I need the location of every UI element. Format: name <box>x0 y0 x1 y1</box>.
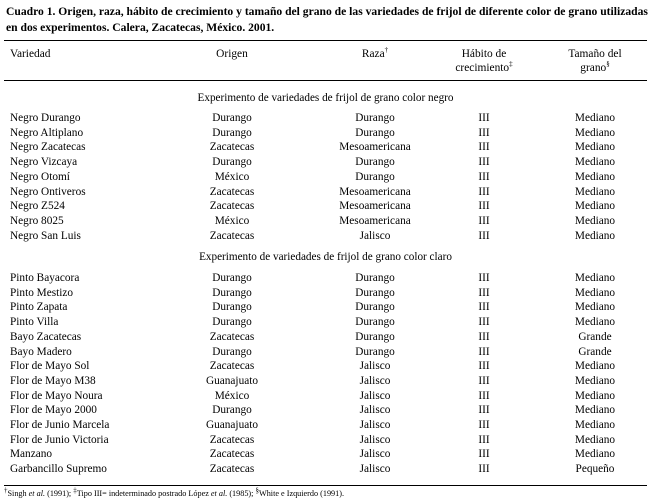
cell-raza: Jalisco <box>359 360 391 373</box>
cell-habito: III <box>478 374 490 387</box>
cell-variedad: Flor de Junio Victoria <box>10 433 109 446</box>
cell-origen: Zacatecas <box>209 360 255 373</box>
table-row <box>0 111 650 126</box>
cell-habito: III <box>478 200 490 213</box>
footnote: †Singh et al. (1991); ‡Tipo III= indeterminado postrado López et al. (1985); §White e Izquierdo (1991). <box>4 486 345 498</box>
cell-habito: III <box>478 330 490 343</box>
table-row <box>0 374 650 389</box>
cell-variedad: Pinto Villa <box>10 316 59 329</box>
table-row <box>0 140 650 155</box>
cell-variedad: Negro Vizcaya <box>10 156 78 169</box>
cell-origen: Durango <box>212 272 252 284</box>
cell-tamano: Mediano <box>574 389 616 402</box>
cell-tamano: Mediano <box>574 170 616 183</box>
cell-habito: III <box>478 141 490 154</box>
cell-origen: Durango <box>212 126 252 139</box>
cell-origen: Zacatecas <box>209 463 255 476</box>
cell-origen: Zacatecas <box>209 433 255 446</box>
header-origen: Origen <box>216 48 248 60</box>
cell-raza: Durango <box>355 330 395 343</box>
table-row <box>0 155 650 170</box>
table-caption: Cuadro 1. Origen, raza, hábito de crecimiento y tamaño del grano de las variedades de frijol de diferente color de grano utilizadas en dos experimentos. Calera, Zacatecas, México. 2001. <box>6 5 648 34</box>
cell-origen: México <box>214 389 250 402</box>
cell-tamano: Grande <box>578 330 612 343</box>
section-title-negro: Experimento de variedades de frijol de grano color negro <box>197 92 454 104</box>
cell-raza: Jalisco <box>359 229 391 242</box>
cell-raza: Durango <box>355 301 395 314</box>
table-row <box>0 433 650 448</box>
cell-variedad: Negro San Luis <box>10 229 81 242</box>
cell-variedad: Pinto Zapata <box>10 301 68 314</box>
cell-tamano: Pequeño <box>575 463 615 476</box>
cell-habito: III <box>478 389 490 402</box>
cell-variedad: Flor de Mayo M38 <box>10 374 96 387</box>
cell-habito: III <box>478 448 490 461</box>
cell-tamano: Mediano <box>574 156 616 169</box>
cell-habito: III <box>478 286 490 299</box>
cell-raza: Durango <box>355 272 395 284</box>
cell-tamano: Mediano <box>574 112 616 124</box>
cell-raza: Jalisco <box>359 463 391 476</box>
cell-variedad: Negro Durango <box>10 112 81 124</box>
cell-habito: III <box>478 463 490 476</box>
cell-habito: III <box>478 345 490 358</box>
table-row <box>0 185 650 200</box>
cell-habito: III <box>478 316 490 329</box>
table-row <box>0 286 650 301</box>
cell-variedad: Flor de Junio Marcela <box>10 419 110 431</box>
cell-tamano: Mediano <box>574 286 616 299</box>
table-row <box>0 300 650 315</box>
cell-origen: Guanajuato <box>205 419 259 431</box>
cell-variedad: Negro 8025 <box>10 214 64 227</box>
cell-tamano: Mediano <box>574 433 616 446</box>
cell-tamano: Mediano <box>574 229 616 242</box>
cell-origen: México <box>214 214 250 227</box>
cell-raza: Durango <box>355 170 395 183</box>
table-row <box>0 418 650 433</box>
cell-raza: Durango <box>355 126 395 139</box>
cell-raza: Jalisco <box>359 433 391 446</box>
cell-variedad: Manzano <box>10 448 53 461</box>
cell-habito: III <box>478 360 490 373</box>
cell-variedad: Negro Ontiveros <box>10 185 86 198</box>
cell-habito: III <box>478 185 490 198</box>
cell-tamano: Mediano <box>574 200 616 213</box>
cell-raza: Jalisco <box>359 419 391 431</box>
cell-raza: Jalisco <box>359 448 391 461</box>
header-rule <box>4 80 647 81</box>
cell-origen: Durango <box>212 286 252 299</box>
footnote-mark-double-dagger: ‡ <box>509 60 513 69</box>
cell-origen: Zacatecas <box>209 185 255 198</box>
bottom-rule <box>4 485 647 486</box>
cell-raza: Mesoamericana <box>339 141 411 154</box>
cell-habito: III <box>478 272 490 284</box>
table-row <box>0 315 650 330</box>
cell-origen: Durango <box>212 404 252 417</box>
cell-habito: III <box>478 170 490 183</box>
table-row <box>0 170 650 185</box>
table-row <box>0 214 650 229</box>
cell-variedad: Bayo Madero <box>10 345 72 358</box>
table-row <box>0 345 650 360</box>
cell-origen: Zacatecas <box>209 330 255 343</box>
cell-tamano: Mediano <box>574 214 616 227</box>
cell-habito: III <box>478 214 490 227</box>
cell-variedad: Negro Zacatecas <box>10 141 86 154</box>
cell-variedad: Negro Otomí <box>10 170 70 183</box>
cell-raza: Jalisco <box>359 389 391 402</box>
cell-raza: Jalisco <box>359 374 391 387</box>
cell-habito: III <box>478 126 490 139</box>
cell-habito: III <box>478 112 490 124</box>
header-raza: Raza† <box>361 46 389 60</box>
header-tamano: Tamaño del grano§ <box>568 48 622 74</box>
cell-tamano: Grande <box>578 345 612 358</box>
cell-variedad: Pinto Mestizo <box>10 286 74 299</box>
cell-variedad: Flor de Mayo Sol <box>10 360 90 373</box>
cell-tamano: Mediano <box>574 360 616 373</box>
cell-tamano: Mediano <box>574 141 616 154</box>
cell-origen: Durango <box>212 156 252 169</box>
cell-tamano: Mediano <box>574 404 616 417</box>
cell-tamano: Mediano <box>574 301 616 314</box>
cell-habito: III <box>478 433 490 446</box>
cell-tamano: Mediano <box>574 185 616 198</box>
cell-tamano: Mediano <box>574 126 616 139</box>
cell-origen: México <box>214 170 250 183</box>
header-variedad: Variedad <box>10 48 51 60</box>
cell-origen: Durango <box>212 112 252 124</box>
cell-origen: Durango <box>212 345 252 358</box>
header-habito: Hábito de crecimiento‡ <box>455 48 513 74</box>
cell-raza: Durango <box>355 316 395 329</box>
cell-variedad: Negro Z524 <box>10 200 65 213</box>
cell-raza: Mesoamericana <box>339 185 411 198</box>
cell-habito: III <box>478 419 490 431</box>
footnote-mark-dagger: † <box>384 46 389 55</box>
cell-raza: Mesoamericana <box>339 200 411 213</box>
table-row <box>0 271 650 286</box>
cell-variedad: Bayo Zacatecas <box>10 330 82 343</box>
cell-tamano: Mediano <box>574 419 616 431</box>
cell-origen: Zacatecas <box>209 141 255 154</box>
table-row <box>0 447 650 462</box>
table-row <box>0 330 650 345</box>
cell-variedad: Garbancillo Supremo <box>10 463 107 476</box>
table-row <box>0 389 650 404</box>
cell-variedad: Negro Altiplano <box>10 126 84 139</box>
cell-origen: Zacatecas <box>209 448 255 461</box>
cell-raza: Durango <box>355 345 395 358</box>
cell-tamano: Mediano <box>574 374 616 387</box>
cell-tamano: Mediano <box>574 316 616 329</box>
table-row <box>0 126 650 141</box>
cell-tamano: Mediano <box>574 448 616 461</box>
cell-origen: Zacatecas <box>209 200 255 213</box>
cell-raza: Jalisco <box>359 404 391 417</box>
cell-raza: Durango <box>355 286 395 299</box>
cell-origen: Zacatecas <box>209 229 255 242</box>
cell-variedad: Pinto Bayacora <box>10 272 80 284</box>
table-row <box>0 359 650 374</box>
cell-habito: III <box>478 301 490 314</box>
cell-variedad: Flor de Mayo 2000 <box>10 404 97 417</box>
cell-habito: III <box>478 156 490 169</box>
cell-origen: Guanajuato <box>205 374 259 387</box>
cell-origen: Durango <box>212 316 252 329</box>
table-row <box>0 229 650 244</box>
table-row <box>0 403 650 418</box>
section-title-claro: Experimento de variedades de frijol de grano color claro <box>199 251 452 263</box>
table-row <box>0 199 650 214</box>
cell-variedad: Flor de Mayo Noura <box>10 389 103 402</box>
table-row <box>0 462 650 477</box>
footnote-mark-section: § <box>606 60 610 69</box>
top-rule <box>4 40 647 41</box>
cell-habito: III <box>478 229 490 242</box>
cell-origen: Durango <box>212 301 252 314</box>
cell-tamano: Mediano <box>574 272 616 284</box>
cell-raza: Durango <box>355 156 395 169</box>
cell-raza: Durango <box>355 112 395 124</box>
cell-habito: III <box>478 404 490 417</box>
cell-raza: Mesoamericana <box>339 214 411 227</box>
